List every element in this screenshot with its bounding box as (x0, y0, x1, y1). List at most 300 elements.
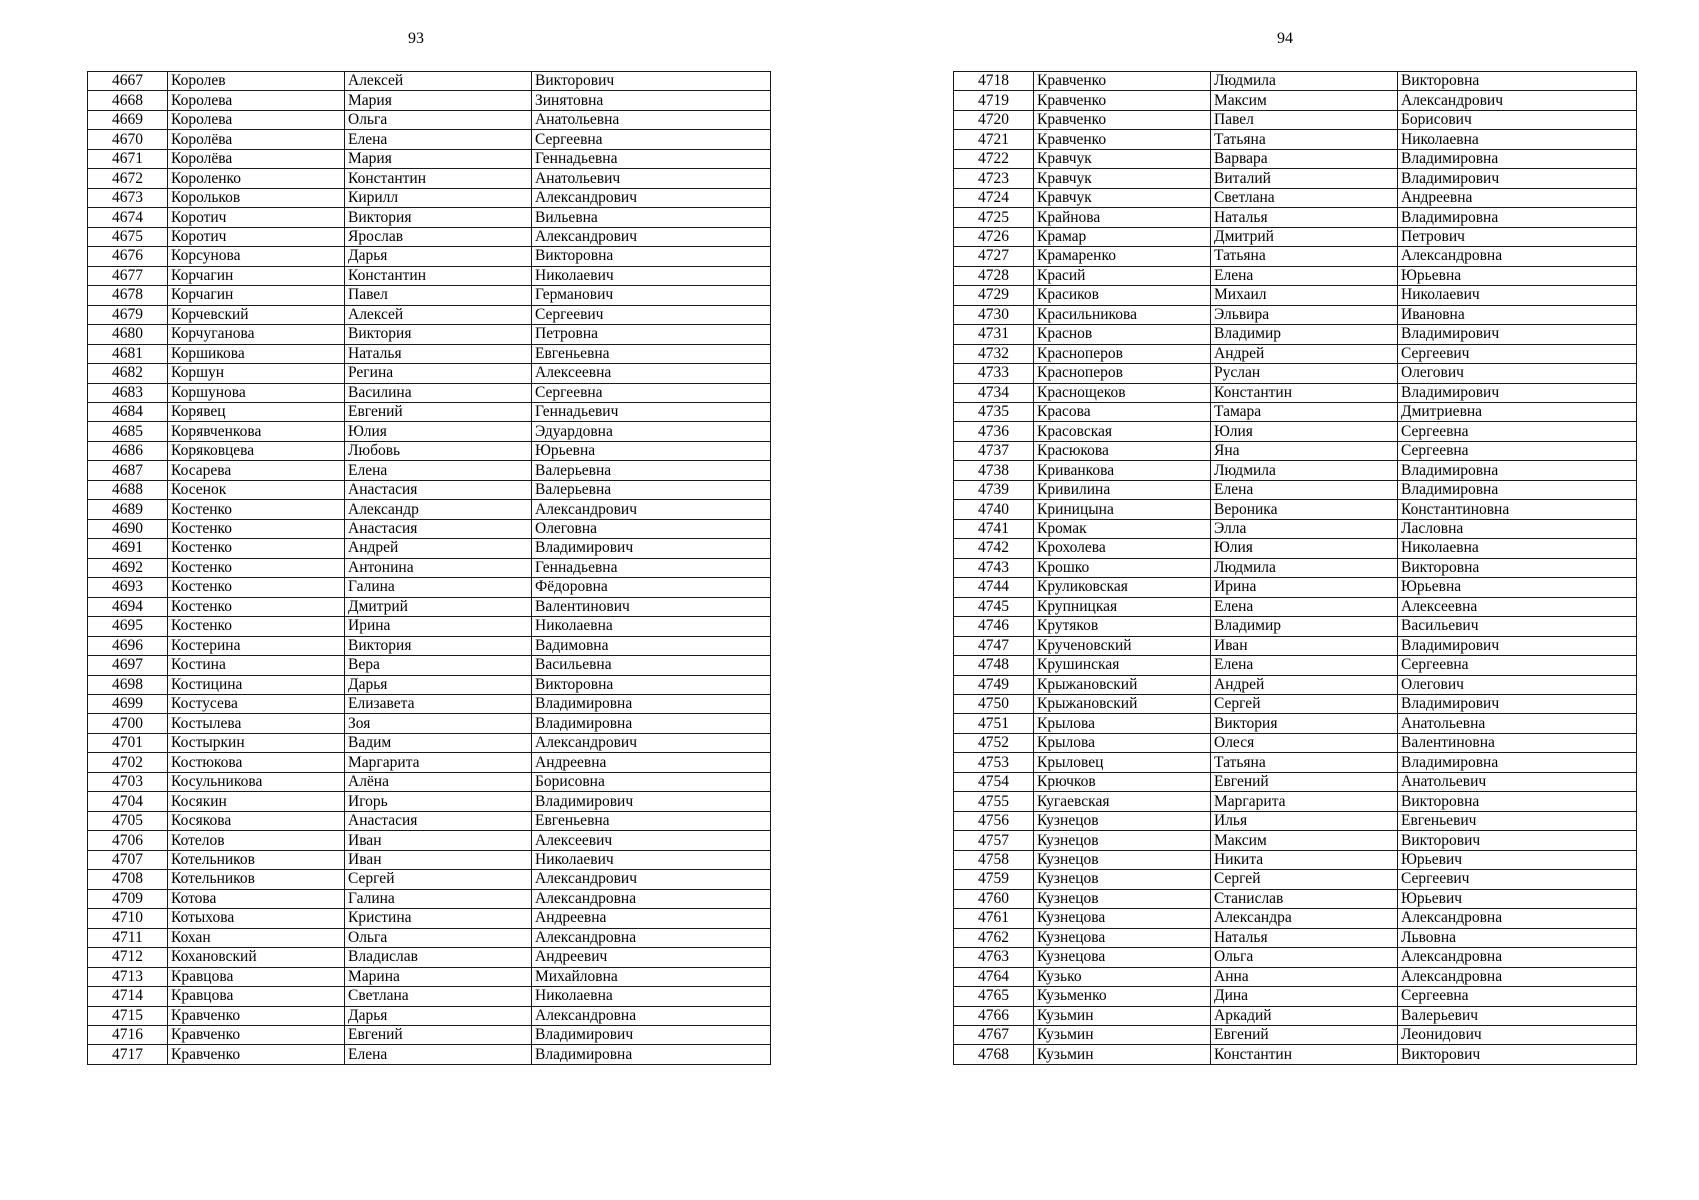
first-name-cell: Ирина (1211, 578, 1398, 597)
row-number-cell: 4755 (954, 792, 1034, 811)
patronymic-cell: Олегович (1398, 364, 1637, 383)
patronymic-cell: Владимирович (1398, 383, 1637, 402)
table-row (954, 1045, 1637, 1064)
first-name-cell: Константин (1211, 1045, 1398, 1064)
table-row (88, 675, 771, 694)
patronymic-cell: Юрьевна (532, 441, 771, 460)
first-name-cell: Михаил (1211, 286, 1398, 305)
first-name-cell: Кристина (345, 909, 532, 928)
row-number-cell: 4748 (954, 656, 1034, 675)
table-row (954, 850, 1637, 869)
surname-cell: Кравченко (1034, 130, 1211, 149)
surname-cell: Крошко (1034, 558, 1211, 577)
surname-cell: Красильникова (1034, 305, 1211, 324)
first-name-cell: Виктория (345, 325, 532, 344)
patronymic-cell: Александрович (532, 227, 771, 246)
table-row (88, 948, 771, 967)
table-row (954, 266, 1637, 285)
patronymic-cell: Борисовна (532, 772, 771, 791)
first-name-cell: Сергей (1211, 870, 1398, 889)
row-number-cell: 4757 (954, 831, 1034, 850)
surname-cell: Крушинская (1034, 656, 1211, 675)
row-number-cell: 4768 (954, 1045, 1034, 1064)
first-name-cell: Элла (1211, 519, 1398, 538)
surname-cell: Крючков (1034, 772, 1211, 791)
row-number-cell: 4749 (954, 675, 1034, 694)
patronymic-cell: Анатольевич (1398, 772, 1637, 791)
patronymic-cell: Фёдоровна (532, 578, 771, 597)
patronymic-cell: Александровна (532, 1006, 771, 1025)
surname-cell: Кравченко (168, 1045, 345, 1064)
row-number-cell: 4709 (88, 889, 168, 908)
row-number-cell: 4670 (88, 130, 168, 149)
first-name-cell: Вероника (1211, 500, 1398, 519)
surname-cell: Кузнецова (1034, 909, 1211, 928)
table-row (954, 636, 1637, 655)
surname-cell: Кравченко (1034, 110, 1211, 129)
surname-cell: Кравченко (1034, 72, 1211, 91)
table-row (88, 441, 771, 460)
first-name-cell: Андрей (1211, 675, 1398, 694)
table-row (954, 286, 1637, 305)
patronymic-cell: Викторович (1398, 1045, 1637, 1064)
first-name-cell: Анна (1211, 967, 1398, 986)
patronymic-cell: Валерьевна (532, 461, 771, 480)
surname-cell: Кравцова (168, 967, 345, 986)
row-number-cell: 4689 (88, 500, 168, 519)
surname-cell: Котельников (168, 870, 345, 889)
row-number-cell: 4676 (88, 247, 168, 266)
first-name-cell: Дмитрий (345, 597, 532, 616)
row-number-cell: 4767 (954, 1025, 1034, 1044)
first-name-cell: Елена (345, 130, 532, 149)
row-number-cell: 4745 (954, 597, 1034, 616)
table-row (88, 967, 771, 986)
surname-cell: Крыжановский (1034, 675, 1211, 694)
table-row (88, 91, 771, 110)
first-name-cell: Евгений (345, 1025, 532, 1044)
patronymic-cell: Валентинович (532, 597, 771, 616)
first-name-cell: Марина (345, 967, 532, 986)
row-number-cell: 4741 (954, 519, 1034, 538)
surname-cell: Косарева (168, 461, 345, 480)
patronymic-cell: Дмитриевна (1398, 402, 1637, 421)
first-name-cell: Зоя (345, 714, 532, 733)
first-name-cell: Андрей (345, 539, 532, 558)
surname-cell: Кузнецов (1034, 811, 1211, 830)
first-name-cell: Дарья (345, 1006, 532, 1025)
row-number-cell: 4683 (88, 383, 168, 402)
table-row (954, 948, 1637, 967)
row-number-cell: 4696 (88, 636, 168, 655)
first-name-cell: Василина (345, 383, 532, 402)
row-number-cell: 4675 (88, 227, 168, 246)
patronymic-cell: Юрьевич (1398, 850, 1637, 869)
row-number-cell: 4694 (88, 597, 168, 616)
row-number-cell: 4728 (954, 266, 1034, 285)
first-name-cell: Наталья (1211, 928, 1398, 947)
row-number-cell: 4738 (954, 461, 1034, 480)
patronymic-cell: Николаевич (532, 850, 771, 869)
patronymic-cell: Валерьевич (1398, 1006, 1637, 1025)
first-name-cell: Елизавета (345, 695, 532, 714)
table-row (88, 480, 771, 499)
row-number-cell: 4704 (88, 792, 168, 811)
patronymic-cell: Николаевна (532, 987, 771, 1006)
first-name-cell: Виктория (345, 208, 532, 227)
surname-cell: Крамар (1034, 227, 1211, 246)
row-number-cell: 4743 (954, 558, 1034, 577)
surname-cell: Кравчук (1034, 169, 1211, 188)
row-number-cell: 4718 (954, 72, 1034, 91)
surname-cell: Коршунова (168, 383, 345, 402)
first-name-cell: Максим (1211, 91, 1398, 110)
row-number-cell: 4731 (954, 325, 1034, 344)
patronymic-cell: Сергеевич (1398, 344, 1637, 363)
surname-cell: Корчагин (168, 266, 345, 285)
row-number-cell: 4699 (88, 695, 168, 714)
surname-cell: Корчагин (168, 286, 345, 305)
patronymic-cell: Андреевна (1398, 188, 1637, 207)
first-name-cell: Ольга (345, 928, 532, 947)
table-row (954, 364, 1637, 383)
table-row (88, 422, 771, 441)
row-number-cell: 4695 (88, 617, 168, 636)
patronymic-cell: Владимирович (1398, 695, 1637, 714)
patronymic-cell: Александровна (532, 889, 771, 908)
first-name-cell: Кирилл (345, 188, 532, 207)
surname-cell: Кузьмин (1034, 1006, 1211, 1025)
table-row (88, 266, 771, 285)
row-number-cell: 4688 (88, 480, 168, 499)
surname-cell: Котыхова (168, 909, 345, 928)
surname-cell: Костенко (168, 597, 345, 616)
surname-cell: Кузьменко (1034, 987, 1211, 1006)
patronymic-cell: Владимировна (532, 695, 771, 714)
first-name-cell: Алёна (345, 772, 532, 791)
table-row (954, 247, 1637, 266)
table-row (88, 1006, 771, 1025)
table-row (88, 188, 771, 207)
patronymic-cell: Вильевна (532, 208, 771, 227)
first-name-cell: Антонина (345, 558, 532, 577)
first-name-cell: Маргарита (345, 753, 532, 772)
first-name-cell: Никита (1211, 850, 1398, 869)
table-row (88, 130, 771, 149)
first-name-cell: Иван (345, 850, 532, 869)
row-number-cell: 4673 (88, 188, 168, 207)
surname-cell: Королёва (168, 149, 345, 168)
patronymic-cell: Вадимовна (532, 636, 771, 655)
first-name-cell: Дарья (345, 247, 532, 266)
surname-cell: Костенко (168, 500, 345, 519)
first-name-cell: Виктория (1211, 714, 1398, 733)
table-row (954, 597, 1637, 616)
table-row (88, 500, 771, 519)
table-row (954, 772, 1637, 791)
table-row (954, 695, 1637, 714)
patronymic-cell: Геннадьевна (532, 149, 771, 168)
patronymic-cell: Юрьевич (1398, 889, 1637, 908)
table-row (88, 889, 771, 908)
patronymic-cell: Алексеевна (1398, 597, 1637, 616)
surname-cell: Корчуганова (168, 325, 345, 344)
patronymic-cell: Александрович (532, 188, 771, 207)
surname-cell: Корольков (168, 188, 345, 207)
table-row (954, 909, 1637, 928)
table-row (88, 110, 771, 129)
first-name-cell: Виталий (1211, 169, 1398, 188)
row-number-cell: 4682 (88, 364, 168, 383)
table-row (954, 480, 1637, 499)
patronymic-cell: Юрьевна (1398, 266, 1637, 285)
patronymic-cell: Викторовна (1398, 72, 1637, 91)
page-number: 93 (408, 30, 424, 47)
table-row (954, 753, 1637, 772)
table-row (954, 539, 1637, 558)
patronymic-cell: Владимирович (1398, 636, 1637, 655)
table-row (954, 1025, 1637, 1044)
table-row (954, 422, 1637, 441)
surname-cell: Кравчук (1034, 188, 1211, 207)
row-number-cell: 4724 (954, 188, 1034, 207)
row-number-cell: 4763 (954, 948, 1034, 967)
table-row (88, 383, 771, 402)
table-row (954, 208, 1637, 227)
table-row (954, 227, 1637, 246)
patronymic-cell: Александровна (1398, 948, 1637, 967)
row-number-cell: 4730 (954, 305, 1034, 324)
surname-cell: Костенко (168, 558, 345, 577)
table-row (954, 1006, 1637, 1025)
table-row (954, 325, 1637, 344)
patronymic-cell: Михайловна (532, 967, 771, 986)
first-name-cell: Елена (345, 461, 532, 480)
patronymic-cell: Владимировна (1398, 208, 1637, 227)
row-number-cell: 4740 (954, 500, 1034, 519)
row-number-cell: 4672 (88, 169, 168, 188)
surname-cell: Красовская (1034, 422, 1211, 441)
surname-cell: Крутяков (1034, 617, 1211, 636)
first-name-cell: Константин (1211, 383, 1398, 402)
first-name-cell: Елена (1211, 480, 1398, 499)
first-name-cell: Александра (1211, 909, 1398, 928)
row-number-cell: 4760 (954, 889, 1034, 908)
table-row (954, 383, 1637, 402)
patronymic-cell: Ласловна (1398, 519, 1637, 538)
surname-cell: Королёва (168, 130, 345, 149)
row-number-cell: 4713 (88, 967, 168, 986)
patronymic-cell: Алексеевна (532, 364, 771, 383)
patronymic-cell: Владимировна (1398, 461, 1637, 480)
row-number-cell: 4705 (88, 811, 168, 830)
surname-cell: Криванкова (1034, 461, 1211, 480)
patronymic-cell: Сергеевич (1398, 870, 1637, 889)
surname-cell: Костылева (168, 714, 345, 733)
first-name-cell: Анастасия (345, 480, 532, 499)
table-row (88, 617, 771, 636)
row-number-cell: 4723 (954, 169, 1034, 188)
first-name-cell: Вадим (345, 733, 532, 752)
first-name-cell: Светлана (345, 987, 532, 1006)
table-row (88, 636, 771, 655)
surname-cell: Королева (168, 110, 345, 129)
surname-cell: Крылова (1034, 733, 1211, 752)
row-number-cell: 4761 (954, 909, 1034, 928)
table-row (88, 169, 771, 188)
table-row (954, 402, 1637, 421)
table-row (954, 91, 1637, 110)
surname-cell: Крылова (1034, 714, 1211, 733)
surname-cell: Костенко (168, 578, 345, 597)
table-row (954, 792, 1637, 811)
table-row (88, 597, 771, 616)
first-name-cell: Елена (1211, 266, 1398, 285)
row-number-cell: 4719 (954, 91, 1034, 110)
table-row (88, 208, 771, 227)
patronymic-cell: Александрович (532, 870, 771, 889)
surname-cell: Костицина (168, 675, 345, 694)
row-number-cell: 4680 (88, 325, 168, 344)
row-number-cell: 4756 (954, 811, 1034, 830)
first-name-cell: Дарья (345, 675, 532, 694)
table-row (88, 733, 771, 752)
surname-cell: Кравченко (1034, 91, 1211, 110)
patronymic-cell: Васильевич (1398, 617, 1637, 636)
first-name-cell: Юлия (345, 422, 532, 441)
roster-table (87, 71, 771, 1065)
table-row (954, 831, 1637, 850)
patronymic-cell: Владимировна (532, 714, 771, 733)
first-name-cell: Павел (345, 286, 532, 305)
surname-cell: Круликовская (1034, 578, 1211, 597)
surname-cell: Кравченко (168, 1006, 345, 1025)
patronymic-cell: Сергеевна (1398, 656, 1637, 675)
first-name-cell: Евгений (345, 402, 532, 421)
row-number-cell: 4732 (954, 344, 1034, 363)
patronymic-cell: Владимирович (1398, 169, 1637, 188)
row-number-cell: 4725 (954, 208, 1034, 227)
surname-cell: Крупницкая (1034, 597, 1211, 616)
table-row (88, 695, 771, 714)
surname-cell: Кравчук (1034, 149, 1211, 168)
patronymic-cell: Викторович (532, 72, 771, 91)
patronymic-cell: Владимирович (1398, 325, 1637, 344)
first-name-cell: Константин (345, 266, 532, 285)
table-row (88, 987, 771, 1006)
row-number-cell: 4674 (88, 208, 168, 227)
row-number-cell: 4712 (88, 948, 168, 967)
row-number-cell: 4693 (88, 578, 168, 597)
first-name-cell: Ярослав (345, 227, 532, 246)
first-name-cell: Татьяна (1211, 247, 1398, 266)
table-row (954, 461, 1637, 480)
patronymic-cell: Николаевна (1398, 130, 1637, 149)
surname-cell: Кравченко (168, 1025, 345, 1044)
table-row (88, 247, 771, 266)
patronymic-cell: Викторовна (1398, 558, 1637, 577)
table-row (954, 617, 1637, 636)
patronymic-cell: Александрович (532, 500, 771, 519)
surname-cell: Косякин (168, 792, 345, 811)
table-row (88, 850, 771, 869)
row-number-cell: 4710 (88, 909, 168, 928)
row-number-cell: 4701 (88, 733, 168, 752)
row-number-cell: 4751 (954, 714, 1034, 733)
table-row (954, 733, 1637, 752)
first-name-cell: Татьяна (1211, 753, 1398, 772)
surname-cell: Котелов (168, 831, 345, 850)
row-number-cell: 4766 (954, 1006, 1034, 1025)
row-number-cell: 4716 (88, 1025, 168, 1044)
surname-cell: Кузнецов (1034, 831, 1211, 850)
surname-cell: Костенко (168, 519, 345, 538)
table-row (88, 402, 771, 421)
patronymic-cell: Андреевич (532, 948, 771, 967)
row-number-cell: 4717 (88, 1045, 168, 1064)
surname-cell: Корявченкова (168, 422, 345, 441)
first-name-cell: Аркадий (1211, 1006, 1398, 1025)
surname-cell: Королев (168, 72, 345, 91)
table-row (88, 72, 771, 91)
patronymic-cell: Сергеевна (532, 383, 771, 402)
row-number-cell: 4735 (954, 402, 1034, 421)
surname-cell: Красиков (1034, 286, 1211, 305)
patronymic-cell: Сергеевна (1398, 987, 1637, 1006)
first-name-cell: Владимир (1211, 617, 1398, 636)
row-number-cell: 4744 (954, 578, 1034, 597)
first-name-cell: Тамара (1211, 402, 1398, 421)
first-name-cell: Ольга (1211, 948, 1398, 967)
patronymic-cell: Николаевич (1398, 286, 1637, 305)
row-number-cell: 4754 (954, 772, 1034, 791)
patronymic-cell: Викторовна (532, 247, 771, 266)
first-name-cell: Павел (1211, 110, 1398, 129)
patronymic-cell: Анатольевич (532, 169, 771, 188)
surname-cell: Костина (168, 656, 345, 675)
table-row (954, 110, 1637, 129)
row-number-cell: 4746 (954, 617, 1034, 636)
row-number-cell: 4714 (88, 987, 168, 1006)
patronymic-cell: Анатольевна (1398, 714, 1637, 733)
patronymic-cell: Александрович (1398, 91, 1637, 110)
surname-cell: Кравцова (168, 987, 345, 1006)
surname-cell: Косякова (168, 811, 345, 830)
first-name-cell: Регина (345, 364, 532, 383)
patronymic-cell: Германович (532, 286, 771, 305)
row-number-cell: 4734 (954, 383, 1034, 402)
first-name-cell: Владислав (345, 948, 532, 967)
first-name-cell: Сергей (1211, 695, 1398, 714)
row-number-cell: 4698 (88, 675, 168, 694)
surname-cell: Костусева (168, 695, 345, 714)
row-number-cell: 4691 (88, 539, 168, 558)
patronymic-cell: Сергеевна (532, 130, 771, 149)
first-name-cell: Виктория (345, 636, 532, 655)
table-row (954, 344, 1637, 363)
row-number-cell: 4742 (954, 539, 1034, 558)
row-number-cell: 4759 (954, 870, 1034, 889)
first-name-cell: Наталья (1211, 208, 1398, 227)
surname-cell: Корчевский (168, 305, 345, 324)
surname-cell: Косульникова (168, 772, 345, 791)
row-number-cell: 4720 (954, 110, 1034, 129)
row-number-cell: 4762 (954, 928, 1034, 947)
row-number-cell: 4684 (88, 402, 168, 421)
first-name-cell: Сергей (345, 870, 532, 889)
table-row (954, 500, 1637, 519)
first-name-cell: Ольга (345, 110, 532, 129)
